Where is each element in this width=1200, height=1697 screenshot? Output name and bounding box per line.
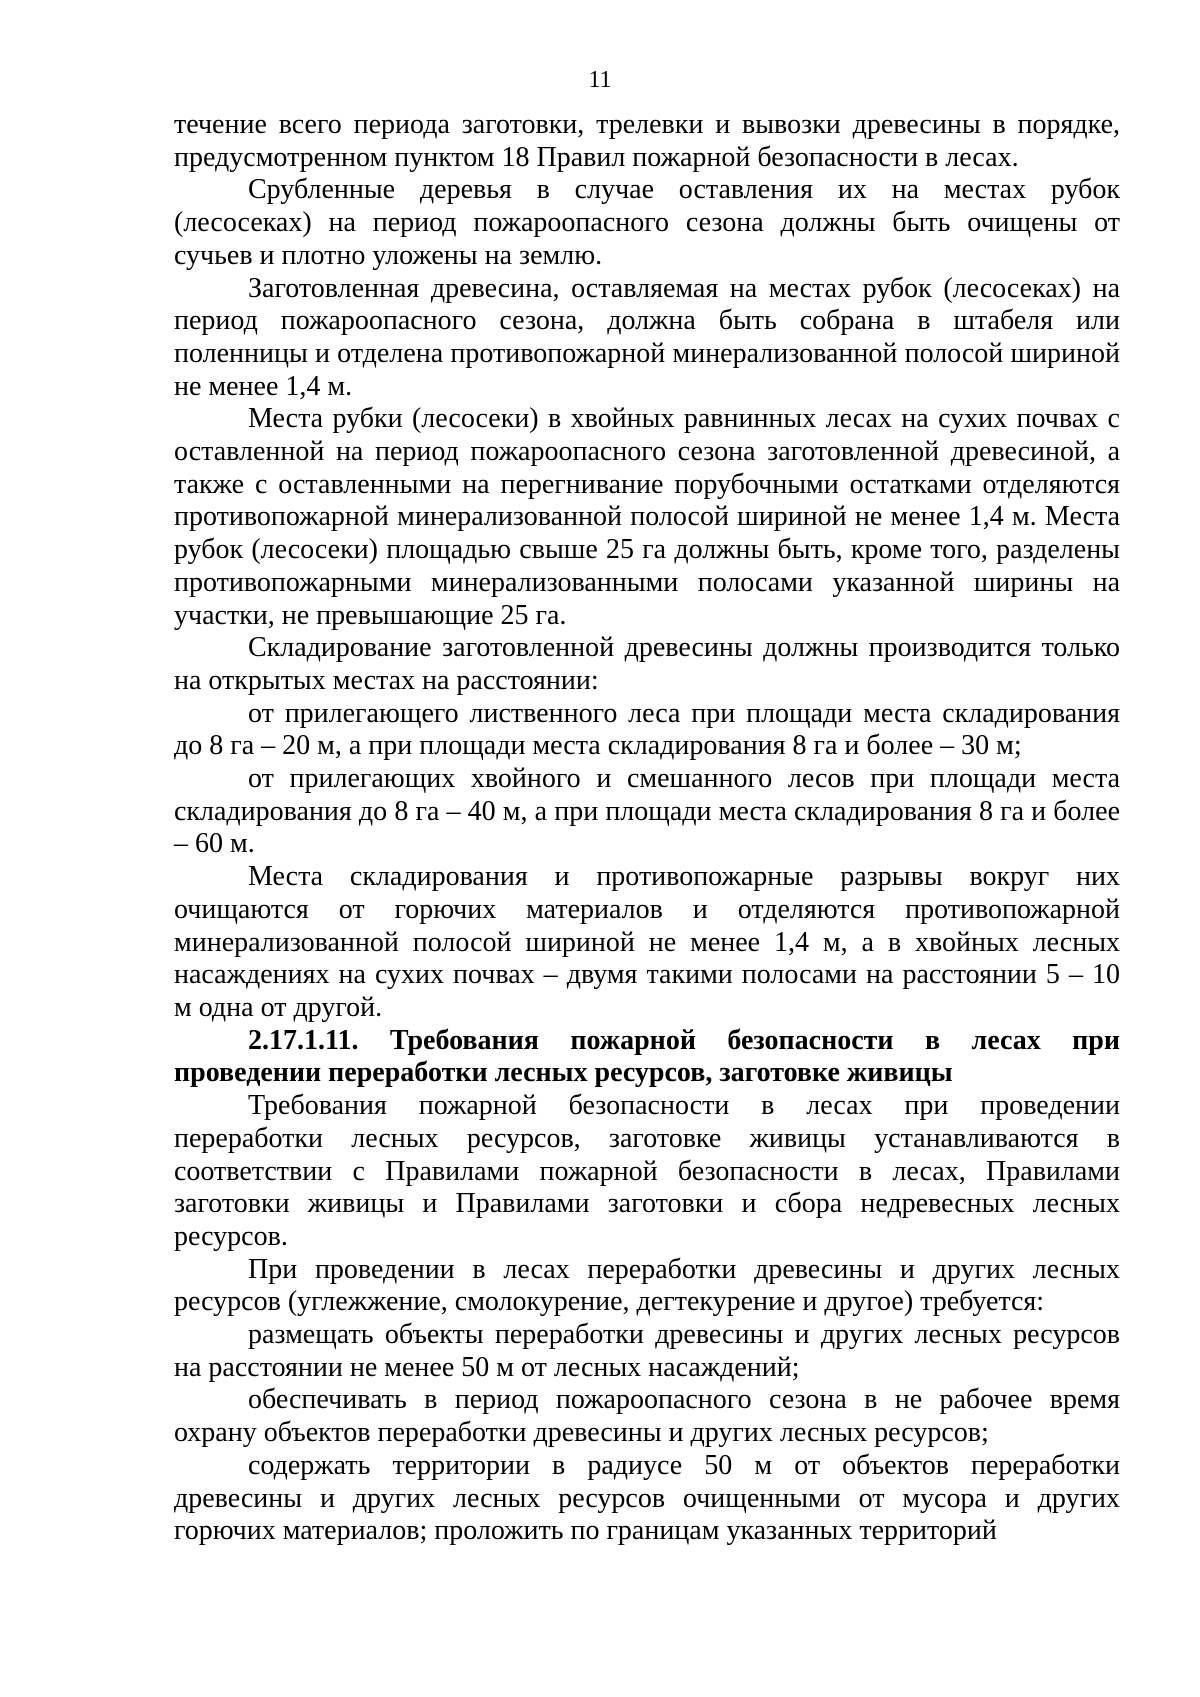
paragraph: обеспечивать в период пожароопасного сезона в не рабочее время охрану объектов переработки древесины и других лесных ресурсов; bbox=[174, 1384, 1120, 1449]
paragraph: от прилегающего лиственного леса при площади места складирования до 8 га – 20 м, а при площади места складирования 8 га и более – 30 м; bbox=[174, 697, 1120, 762]
paragraphs-after bbox=[174, 1090, 1120, 1548]
paragraph: Складирование заготовленной древесины должны производится только на открытых местах на расстоянии: bbox=[174, 632, 1120, 696]
paragraph: содержать территории в радиусе 50 м от объектов переработки древесины и других лесных ресурсов очищенными от мусора и других горючих материалов; проложить по границам указанных территорий bbox=[174, 1449, 1120, 1547]
paragraph: Места рубки (лесосеки) в хвойных равнинных лесах на сухих почвах с оставленной на период пожароопасного сезона заготовленной древесиной, а также с оставленными на перегнивание порубочными остатками отделяются противопожарной минерализованной полосой шириной не менее 1,4 м. Места рубок (лесосеки) площадью свыше 25 га должны быть, кроме того, разделены противопожарными минерализованными полосами указанной ширины на участки, не превышающие 25 га. bbox=[174, 403, 1120, 631]
paragraph: Заготовленная древесина, оставляемая на местах рубок (лесосеках) на период пожароопасного сезона, должна быть собрана в штабеля или поленницы и отделена противопожарной минерализованной полосой шириной не менее 1,4 м. bbox=[174, 272, 1120, 402]
document-body bbox=[174, 109, 1120, 1548]
page-number: 11 bbox=[588, 67, 612, 93]
paragraph: Места складирования и противопожарные разрывы вокруг них очищаются от горючих материалов и отделяются противопожарной минерализованной полосой шириной не менее 1,4 м, а в хвойных лесных насаждениях на сухих почвах – двумя такими полосами на расстоянии 5 – 10 м одна от другой. bbox=[174, 861, 1120, 1023]
paragraph: Срубленные деревья в случае оставления их на местах рубок (лесосеках) на период пожароопасного сезона должны быть очищены от сучьев и плотно уложены на землю. bbox=[174, 174, 1120, 271]
paragraphs-before bbox=[174, 109, 1120, 1025]
paragraph: размещать объекты переработки древесины и других лесных ресурсов на расстоянии не менее 50 м от лесных насаждений; bbox=[174, 1319, 1120, 1383]
paragraph: течение всего периода заготовки, трелевки и вывозки древесины в порядке, предусмотренном пунктом 18 Правил пожарной безопасности в лесах. bbox=[174, 109, 1120, 173]
paragraph: При проведении в лесах переработки древесины и других лесных ресурсов (углежжение, смолокурение, дегтекурение и другое) требуется: bbox=[174, 1253, 1120, 1318]
paragraph: от прилегающих хвойного и смешанного лесов при площади места складирования до 8 га – 40 м, а при площади места складирования 8 га и более – 60 м. bbox=[174, 763, 1120, 860]
section-heading: 2.17.1.11. Требования пожарной безопасности в лесах при проведении переработки лесных ресурсов, заготовке живицы bbox=[174, 1024, 1120, 1089]
paragraph: Требования пожарной безопасности в лесах при проведении переработки лесных ресурсов, заготовке живицы устанавливаются в соответствии с Правилами пожарной безопасности в лесах, Правилами заготовки живицы и Правилами заготовки и сбора недревесных лесных ресурсов. bbox=[174, 1090, 1120, 1252]
